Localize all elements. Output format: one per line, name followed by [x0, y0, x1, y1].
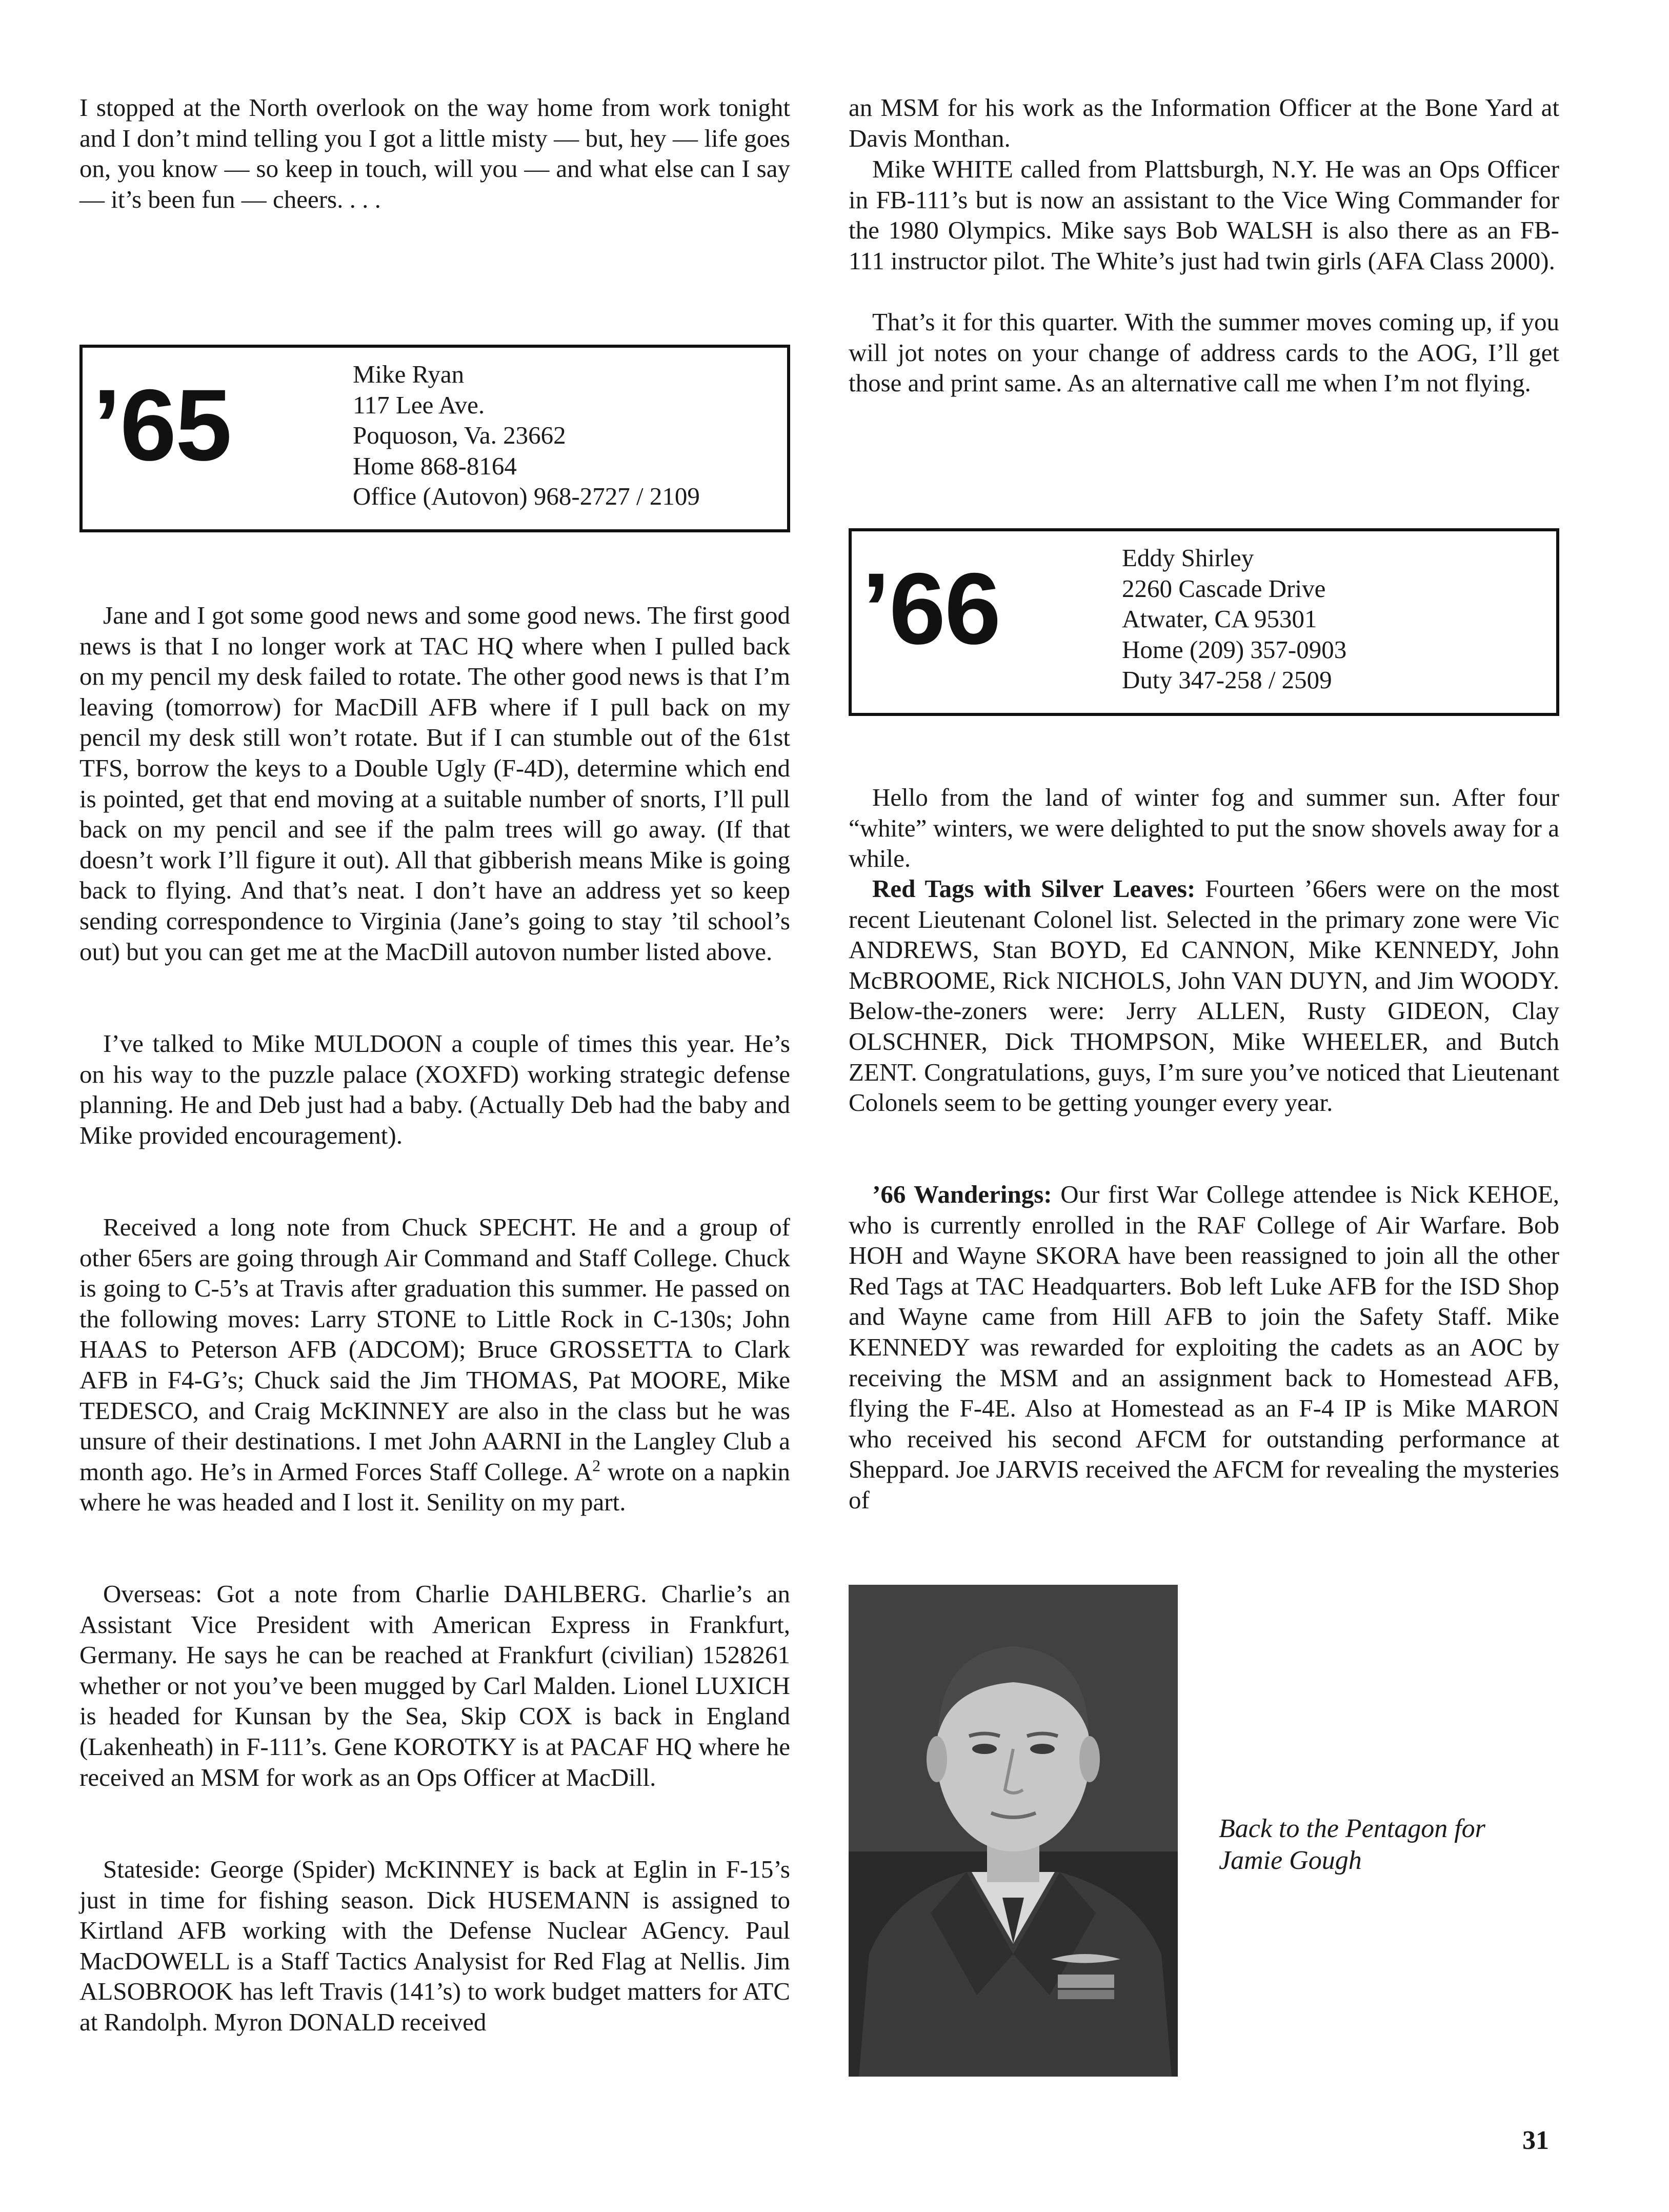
portrait-illustration: [849, 1585, 1178, 2077]
contact-home-phone: Home 868-8164: [353, 451, 517, 480]
paragraph-thats-it: That’s it for this quarter. With the summer moves coming up, if you will jot notes on your change of address cards to the AOG, I’ll get those and print same. As an alternative call me when I’m not flying.: [849, 308, 1559, 397]
paragraph-red-tags: Red Tags with Silver Leaves: Fourteen ’66ers were on the most recent Lieutenant Colonel list. Selected in the primary zone were Vic ANDREWS, Stan BOYD, Ed CANNON, Mike KENNEDY, John McBROOME, Rick NICHOLS, John VAN DUYN, and Jim WOODY. Below-the-zoners were: Jerry ALLEN, Rusty GIDEON, Clay OLSCHNER, Dick THOMPSON, Mike WHEELER, and Butch ZENT. Congratulations, guys, I’m sure you’ve noticed that Lieutenant Colonels seem to be getting younger every year.: [849, 874, 1559, 1117]
photo-caption: [1219, 1813, 1639, 1877]
contact-city: Poquoson, Va. 23662: [353, 421, 566, 450]
contact-street: 2260 Cascade Drive: [1122, 574, 1326, 603]
intro-paragraph: I stopped at the North overlook on the way home from work tonight and I don’t mind telling you I got a little misty — but, hey — life goes on, you know — so keep in touch, will you — and what else can I say — it’s been fun — cheers. . . .: [79, 93, 790, 213]
paragraph-continued: an MSM for his work as the Information Officer at the Bone Yard at Davis Monthan.: [849, 93, 1559, 152]
contact-city: Atwater, CA 95301: [1122, 605, 1317, 633]
class-66-header-box: [849, 528, 1559, 716]
paragraph-white: Mike WHITE called from Plattsburgh, N.Y. He was an Ops Officer in FB-111’s but is now an assistant to the Vice Wing Commander for the 1980 Olympics. Mike says Bob WALSH is also there as an FB-111 instructor pilot. The White’s just had twin girls (AFA Class 2000).: [849, 155, 1559, 275]
paragraph-muldoon: I’ve talked to Mike MULDOON a couple of times this year. He’s on his way to the puzzle palace (XOXFD) working strategic defense planning. He and Deb just had a baby. (Actually Deb had the baby and Mike provided encouragement).: [79, 1029, 790, 1149]
caption-line-2: Jamie Gough: [1219, 1846, 1362, 1875]
paragraph-hello: Hello from the land of winter fog and summer sun. After four “white” winters, we were delighted to put the snow shovels away for a while.: [849, 783, 1559, 873]
contact-duty-phone: Duty 347-258 / 2509: [1122, 666, 1332, 694]
contact-street: 117 Lee Ave.: [353, 390, 485, 419]
class-65-header-box: [79, 345, 790, 532]
contact-name: Mike Ryan: [353, 360, 465, 388]
paragraph-stateside: Stateside: George (Spider) McKINNEY is back at Eglin in F-15’s just in time for fishing season. Dick HUSEMANN is assigned to Kirtland AFB working with the Defense Nuclear AGency. Paul MacDOWELL is a Staff Tactics Analysist for Red Flag at Nellis. Jim ALSOBROOK has left Travis (141’s) to work budget matters for ATC at Randolph. Myron DONALD received: [79, 1855, 790, 2036]
heading-red-tags: Red Tags with Silver Leaves:: [872, 874, 1196, 903]
paragraph-overseas: Overseas: Got a note from Charlie DAHLBERG. Charlie’s an Assistant Vice President with American Express in Frankfurt, Germany. He says he can be reached at Frankfurt (civilian) 1528261 whether or not you’ve been mugged by Carl Malden. Lionel LUXICH is headed for Kunsan by the Sea, Skip COX is back in England (Lakenheath) in F-111’s. Gene KOROTKY is at PACAF HQ where he received an MSM for work as an Ops Officer at MacDill.: [79, 1580, 790, 1791]
paragraph-specht: Received a long note from Chuck SPECHT. He and a group of other 65ers are going through Air Command and Staff College. Chuck is going to C-5’s at Travis after graduation this summer. He passed on the following moves: Larry STONE to Little Rock in C-130s; John HAAS to Peterson AFB (ADCOM); Bruce GROSSETTA to Clark AFB in F4-G’s; Chuck said the Jim THOMAS, Pat MOORE, Mike TEDESCO, and Craig McKINNEY are also in the class but he was unsure of their destinations. I met John AARNI in the Langley Club a month ago. He’s in Armed Forces Staff College. $A^2$ wrote on a napkin where he was headed and I lost it. Senility on my part.: [79, 1213, 790, 1517]
paragraph-wanderings: ’66 Wanderings: Our first War College attendee is Nick KEHOE, who is currently enrolled in the RAF College of Air Warfare. Bob HOH and Wayne SKORA have been reassigned to join all the other Red Tags at TAC Headquarters. Bob left Luke AFB for the ISD Shop and Wayne came from Hill AFB to join the Safety Staff. Mike KENNEDY was rewarded for exploiting the cadets as an AOC by receiving the MSM and an assignment back to Homestead AFB, flying the F-4E. Also at Homestead as an F-4 IP is Mike MARON who received his second AFCM for outstanding performance at Sheppard. Joe JARVIS received the AFCM for revealing the mysteries of: [849, 1180, 1559, 1514]
class-year-66: ’66: [862, 552, 1000, 665]
class-65-contact: [353, 359, 700, 512]
class-66-contact: [1122, 543, 1346, 695]
page-number: 31: [1522, 2126, 1549, 2155]
contact-office-phone: Office (Autovon) 968-2727 / 2109: [353, 482, 700, 511]
portrait-photo: [849, 1585, 1178, 2077]
heading-wanderings: ’66 Wanderings:: [872, 1180, 1052, 1208]
contact-home-phone: Home (209) 357-0903: [1122, 635, 1347, 664]
contact-name: Eddy Shirley: [1122, 544, 1254, 572]
paragraph-good-news: Jane and I got some good news and some good news. The first good news is that I no longer work at TAC HQ where when I pulled back on my pencil my desk failed to rotate. The other good news is that I’m leaving (tomorrow) for MacDill AFB where if I pull back on my pencil my desk still won’t rotate. But if I can stumble out of the 61st TFS, borrow the keys to a Double Ugly (F-4D), determine which end is pointed, get that end moving at a suitable number of snorts, I’ll pull back on my pencil and see if the palm trees will go away. (If that doesn’t work I’ll figure it out). All that gibberish means Mike is going back to flying. And that’s neat. I don’t have an address yet so keep sending correspondence to Virginia (Jane’s going to stay ’til school’s out) but you can get me at the MacDill autovon number listed above.: [79, 601, 790, 966]
caption-line-1: Back to the Pentagon for: [1219, 1814, 1485, 1843]
class-year-65: ’65: [93, 368, 231, 482]
